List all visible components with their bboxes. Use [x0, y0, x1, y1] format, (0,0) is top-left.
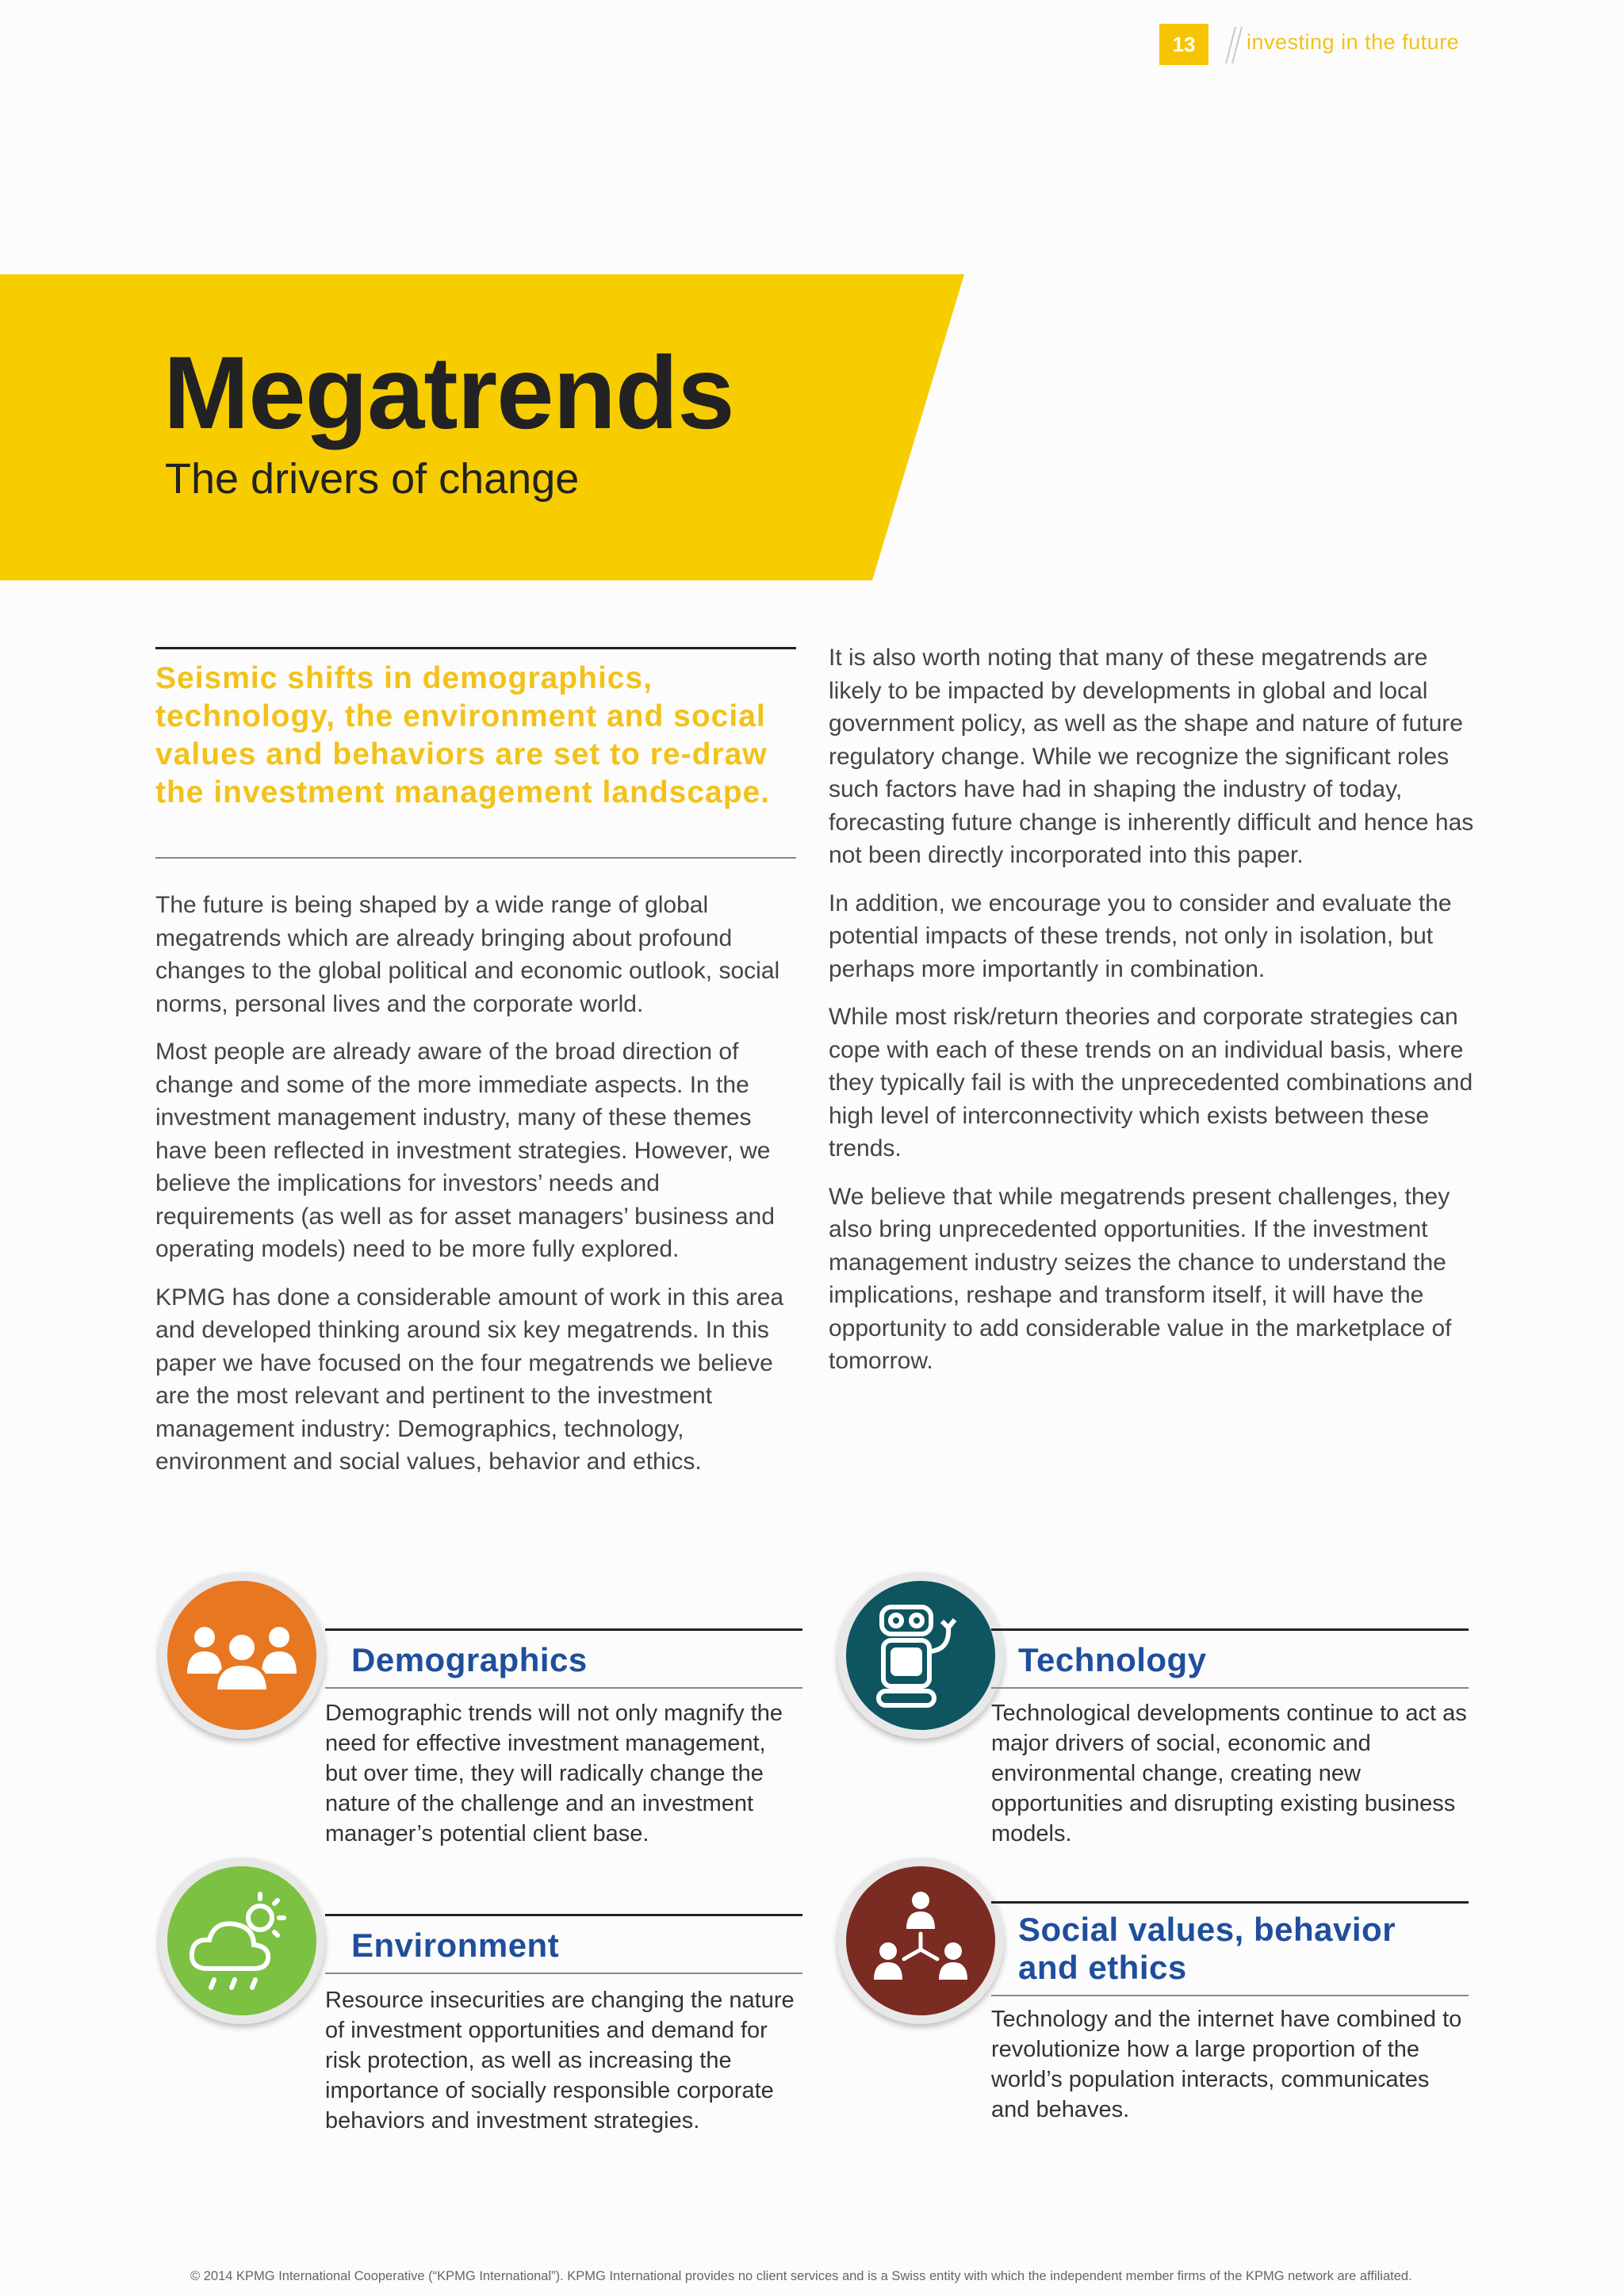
technology-bottom-rule: [991, 1687, 1469, 1689]
page-title: Megatrends: [163, 335, 734, 450]
social-top-rule: [991, 1901, 1469, 1904]
environment-bottom-rule: [325, 1973, 802, 1974]
demographics-bottom-rule: [325, 1687, 802, 1689]
technology-text: Technological developments continue to act as major drivers of social, economic and environmental change, creating new opportunities and disrupting existing business models.: [991, 1701, 1467, 1846]
page-number-badge: 13: [1159, 24, 1208, 65]
lead-top-rule: [155, 647, 796, 649]
demographics-top-rule: [325, 1628, 802, 1631]
left-paragraph: Most people are already aware of the broad direction of change and some of the more immediate aspects. In the investment management industry, many of these themes have been reflected in investment strategies. However, we believe the implications for investors’ needs and requirements (as well as for asset managers’ business and operating models) need to be more fully explored.: [155, 1039, 775, 1262]
copyright-footer: © 2014 KPMG International Cooperative (“KPMG International”). KPMG International provides no client services and is a Swiss entity with which the independent member firms of the KPMG network are affiliated.: [190, 2269, 1412, 2283]
environment-top-rule: [325, 1914, 802, 1916]
social-title-line1: Social values, behavior: [1018, 1911, 1396, 1948]
right-paragraph: In addition, we encourage you to consider and evaluate the potential impacts of these trends, not only in isolation, but perhaps more importantly in combination.: [829, 890, 1452, 982]
right-paragraph: We believe that while megatrends present challenges, they also bring unprecedented opportunities. If the investment management industry seizes the chance to understand the implications, reshape and transform itself, it will have the opportunity to add considerable value in the marketplace of tomorrow.: [829, 1183, 1452, 1374]
section-title: investing in the future: [1247, 30, 1460, 54]
environment-text: Resource insecurities are changing the nature of investment opportunities and demand for risk protection, as well as increasing the importance of socially responsible corporate behaviors and investment strategies.: [325, 1988, 795, 2133]
technology-title: Technology: [1018, 1641, 1207, 1678]
environment-title: Environment: [351, 1927, 560, 1964]
social-text: Technology and the internet have combined to revolutionize how a large proportion of the world’s population interacts, communicates and behaves.: [991, 2007, 1462, 2122]
weather-cloud-sun-icon: [159, 1858, 325, 2024]
right-paragraph: While most risk/return theories and corporate strategies can cope with each of these trends on an individual basis, where they typically fail is with the unprecedented combinations and high level of interconnectivity which exists between these trends.: [829, 1004, 1473, 1161]
social-title-line2: and ethics: [1018, 1949, 1187, 1986]
environment-icon-badge: [159, 1858, 325, 2024]
robot-icon: [837, 1572, 1004, 1739]
technology-icon-badge: [837, 1572, 1004, 1739]
social-title: [1018, 1911, 1396, 1987]
left-paragraph: KPMG has done a considerable amount of work in this area and developed thinking around six key megatrends. In this paper we have focused on the four megatrends we believe are the most relevant and pertinent to the investment management industry: Demographics, technology, environment and social values, behavior and ethics.: [155, 1284, 784, 1475]
lead-bottom-rule: [155, 857, 796, 859]
demographics-icon-badge: [159, 1572, 325, 1739]
right-column: [829, 641, 1475, 1393]
social-bottom-rule: [991, 1995, 1469, 1996]
page-subtitle: The drivers of change: [165, 455, 580, 503]
social-icon-badge: [837, 1858, 1004, 2024]
left-column: [155, 889, 798, 1494]
technology-top-rule: [991, 1628, 1469, 1631]
demographics-text: Demographic trends will not only magnify the need for effective investment management, but over time, they will radically change the nature of the challenge and an investment manager’s potential client base.: [325, 1701, 783, 1846]
demographics-title: Demographics: [351, 1641, 588, 1678]
people-group-icon: [159, 1572, 325, 1739]
lead-quote: Seismic shifts in demographics, technology, the environment and social values and behaviors are set to re-draw the investment management landscape.: [155, 661, 771, 809]
left-paragraph: The future is being shaped by a wide range of global megatrends which are already bringing about profound changes to the global political and economic outlook, social norms, personal lives and the corporate world.: [155, 892, 780, 1017]
people-network-icon: [837, 1858, 1004, 2024]
right-paragraph: It is also worth noting that many of these megatrends are likely to be impacted by developments in global and local government policy, as well as the shape and nature of future regulatory change. While we recognize the significant roles such factors have had in shaping the industry of today, forecasting future change is inherently difficult and hence has not been directly incorporated into this paper.: [829, 645, 1474, 868]
slash-separator-icon: [1218, 25, 1250, 65]
